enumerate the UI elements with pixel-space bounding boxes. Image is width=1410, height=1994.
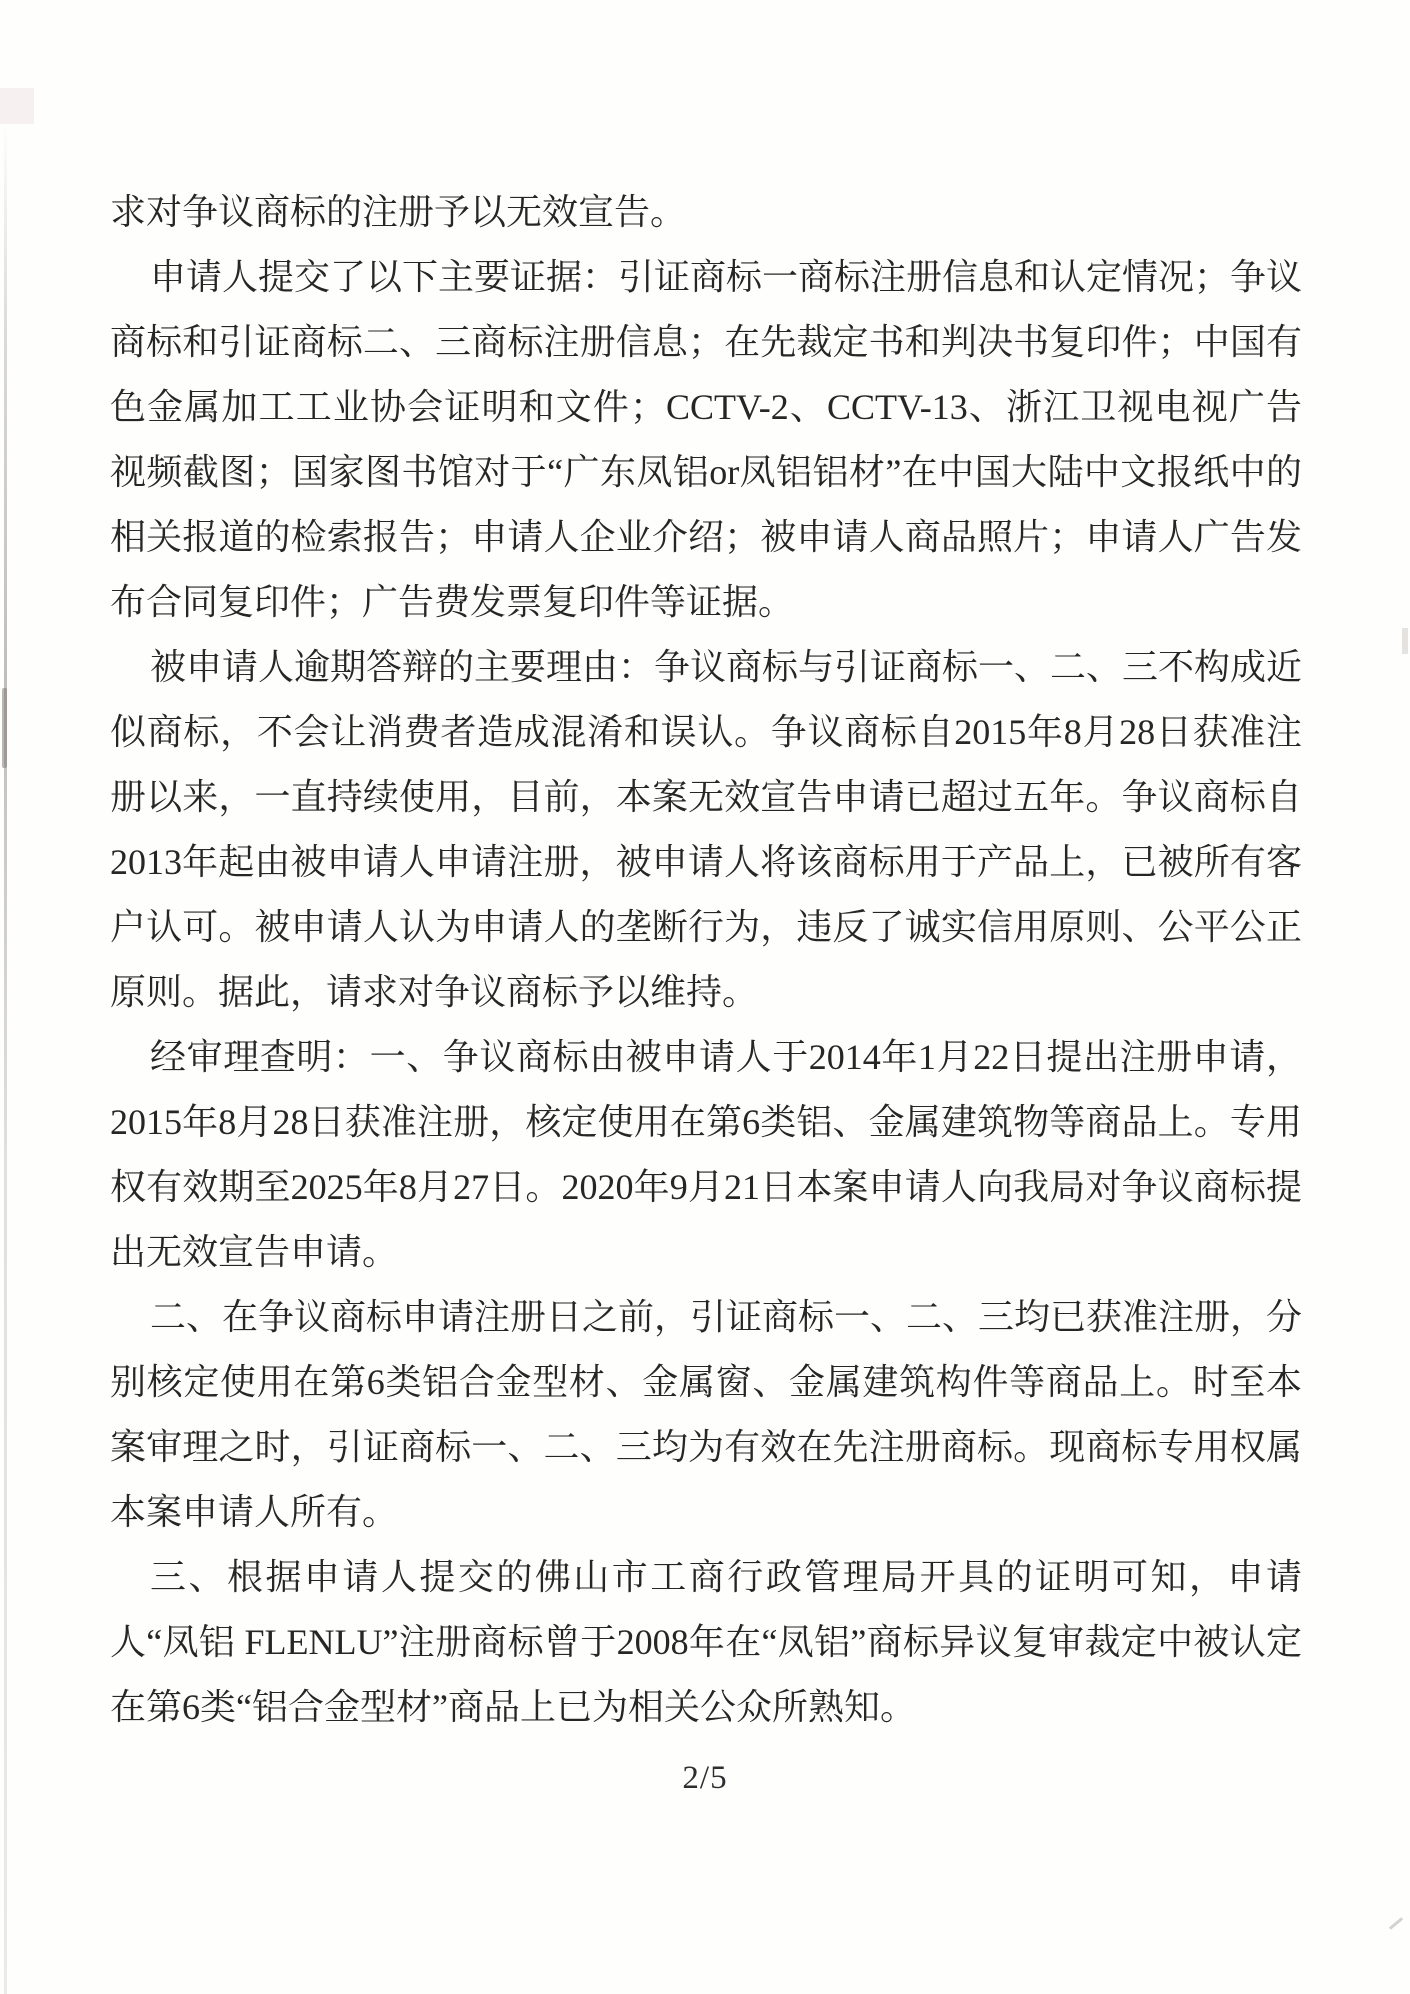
scan-edge-line [4, 120, 7, 1994]
scan-smudge [0, 88, 34, 124]
paragraph-applicant-evidence: 申请人提交了以下主要证据：引证商标一商标注册信息和认定情况；争议商标和引证商标二、三商标注册信息；在先裁定书和判决书复印件；中国有色金属加工工业协会证明和文件；CCTV-2、CCTV-13、浙江卫视电视广告视频截图；国家图书馆对于“广东凤铝or凤铝铝材”在中国大陆中文报纸中的相关报道的检索报告；申请人企业介绍；被申请人商品照片；申请人广告发布合同复印件；广告费发票复印件等证据。 [110, 257, 1303, 622]
paragraph-finding-three: 三、根据申请人提交的佛山市工商行政管理局开具的证明可知，申请人“凤铝 FLENLU”注册商标曾于2008年在“凤铝”商标异议复审裁定中被认定在第6类“铝合金型材”商品上已为相关公众所熟知。 [110, 1557, 1302, 1727]
scan-corner-mark [1389, 1917, 1403, 1930]
scan-edge-mark [2, 688, 7, 768]
paragraph-respondent-defense: 被申请人逾期答辩的主要理由：争议商标与引证商标一、二、三不构成近似商标，不会让消费者造成混淆和误认。争议商标自2015年8月28日获准注册以来，一直持续使用，目前，本案无效宣告申请已超过五年。争议商标自2013年起由被申请人申请注册，被申请人将该商标用于产品上，已被所有客户认可。被申请人认为申请人的垄断行为，违反了诚实信用原则、公平公正原则。据此，请求对争议商标予以维持。 [110, 647, 1303, 1012]
paragraph-invalidation-request: 求对争议商标的注册予以无效宣告。 [110, 192, 687, 232]
scan-right-mark [1402, 628, 1408, 654]
page-number: 2/5 [682, 1760, 728, 1796]
paragraph-finding-one: 经审理查明：一、争议商标由被申请人于2014年1月22日提出注册申请，2015年8月28日获准注册，核定使用在第6类铝、金属建筑物等商品上。专用权有效期至2025年8月27日。2020年9月21日本案申请人向我局对争议商标提出无效宣告申请。 [110, 1037, 1302, 1272]
paragraph-finding-two: 二、在争议商标申请注册日之前，引证商标一、二、三均已获准注册，分别核定使用在第6类铝合金型材、金属窗、金属建筑构件等商品上。时至本案审理之时，引证商标一、二、三均为有效在先注册商标。现商标专用权属本案申请人所有。 [110, 1297, 1303, 1532]
document-body [110, 180, 1302, 1740]
